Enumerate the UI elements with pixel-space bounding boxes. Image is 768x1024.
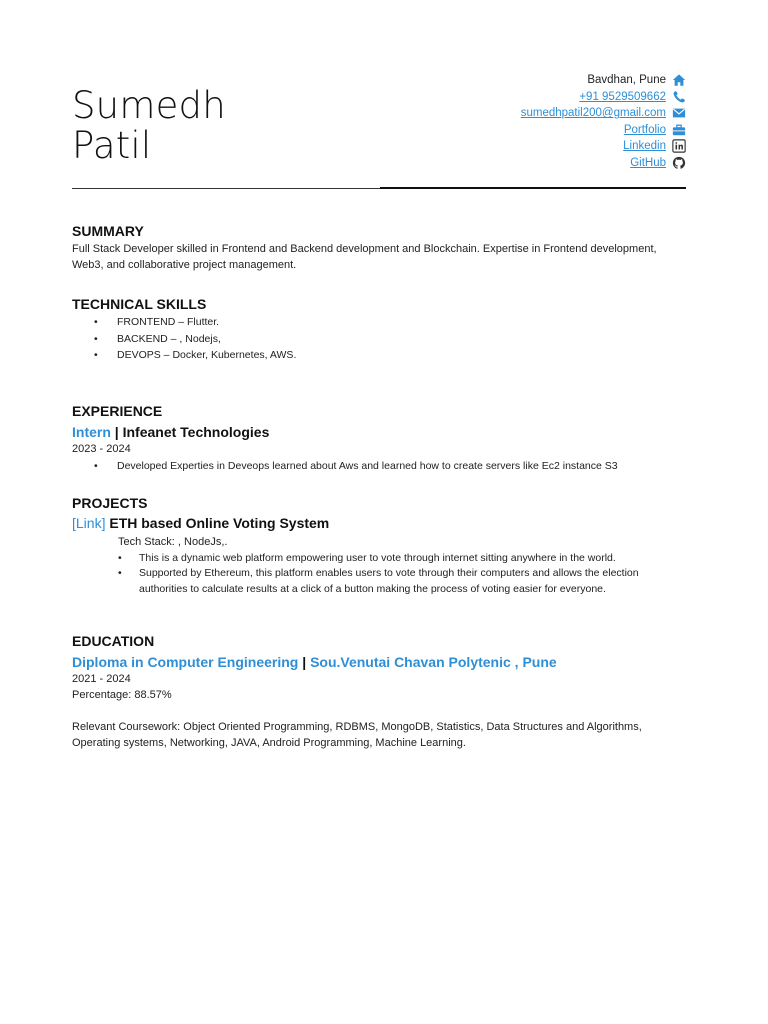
contact-block [386, 72, 686, 171]
summary-heading: SUMMARY [72, 223, 144, 239]
summary-section [72, 223, 686, 273]
projects-heading: PROJECTS [72, 495, 148, 511]
coursework-text: Relevant Coursework: Object Oriented Programming, RDBMS, MongoDB, Statistics, Data Structures and Algorithms, Operating systems, Networking, JAVA, Android Programming, Machine Learning. [72, 721, 642, 749]
briefcase-icon [671, 122, 686, 137]
contact-phone[interactable] [386, 89, 686, 106]
skills-heading: TECHNICAL SKILLS [72, 296, 207, 312]
project-details [72, 535, 686, 597]
experience-bullets [72, 458, 686, 475]
contact-portfolio[interactable] [386, 122, 686, 139]
contact-address [386, 72, 686, 89]
first-name: Sumedh [72, 84, 226, 127]
education-title [72, 652, 686, 672]
last-name: Patil [72, 124, 152, 167]
linkedin-link[interactable]: Linkedin [623, 140, 666, 153]
education-dates: 2021 - 2024 [72, 673, 131, 685]
tech-stack: Tech Stack: , NodeJs,. [118, 536, 228, 548]
experience-title [72, 422, 686, 442]
title-separator: | [110, 424, 123, 440]
home-icon [671, 73, 686, 88]
title-separator: | [298, 654, 311, 670]
projects-section [72, 495, 686, 597]
contact-linkedin[interactable] [386, 138, 686, 155]
skills-section [72, 296, 686, 364]
role-title: Intern [72, 424, 111, 440]
experience-dates: 2023 - 2024 [72, 443, 131, 455]
github-link[interactable]: GitHub [630, 156, 666, 169]
company-name: Infeanet Technologies [122, 424, 270, 440]
project-title: ETH based Online Voting System [109, 515, 330, 531]
list-item: • BACKEND – , Nodejs, [72, 331, 686, 348]
project-bullets [118, 551, 686, 598]
header-divider-accent [380, 187, 686, 189]
project-title-line [72, 513, 686, 533]
institution-name: Sou.Venutai Chavan Polytenic , Pune [310, 654, 557, 670]
mail-icon [671, 106, 686, 121]
experience-section [72, 403, 686, 474]
list-item: • Supported by Ethereum, this platform enables users to vote through their computers and allows the election authorities to calculate results at a click of a button making the process of voting easier for everyone. [118, 566, 686, 597]
contact-github[interactable] [386, 155, 686, 172]
education-section [72, 633, 686, 751]
portfolio-link[interactable]: Portfolio [623, 123, 666, 136]
education-heading: EDUCATION [72, 633, 155, 649]
list-item: • This is a dynamic web platform empowering user to vote through internet sitting anywhere in the world. [118, 551, 686, 567]
email-link[interactable]: sumedhpatil200@gmail.com [520, 107, 666, 120]
list-item: • DEVOPS – Docker, Kubernetes, AWS. [72, 347, 686, 364]
project-link[interactable]: [Link] [72, 515, 106, 531]
degree-title: Diploma in Computer Engineering [72, 654, 299, 670]
experience-heading: EXPERIENCE [72, 403, 163, 419]
github-icon [671, 155, 686, 170]
candidate-name [72, 86, 226, 166]
summary-text: Full Stack Developer skilled in Frontend and Backend development and Blockchain. Expertise in Frontend development, Web3, and collaborative project management. [72, 243, 657, 271]
phone-icon [671, 89, 686, 104]
phone-link[interactable]: +91 9529509662 [579, 90, 666, 103]
skills-list [72, 314, 686, 364]
contact-email[interactable] [386, 105, 686, 122]
list-item: • Developed Experties in Deveops learned about Aws and learned how to create servers like Ec2 instance S3 [72, 458, 686, 475]
address-text: Bavdhan, Pune [587, 74, 666, 87]
linkedin-icon [671, 139, 686, 154]
list-item: • FRONTEND – Flutter. [72, 314, 686, 331]
education-percentage: Percentage: 88.57% [72, 688, 172, 701]
